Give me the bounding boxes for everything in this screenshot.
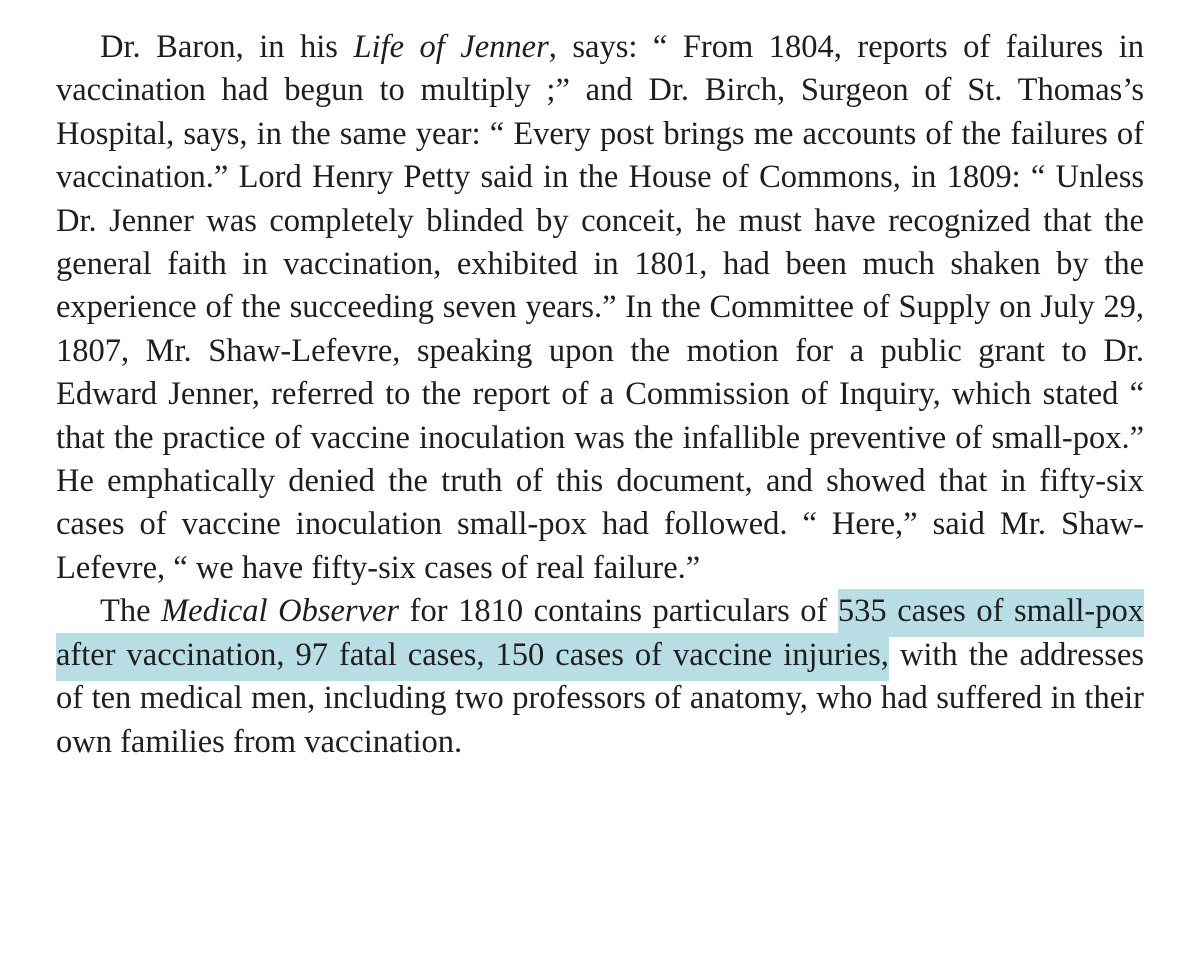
life-of-jenner-title: Life of Jenner: [353, 29, 549, 65]
document-page: [56, 26, 1144, 764]
highlighted-statistics: 535 cases of small-pox after vaccination, 97 fatal cases, 150 cases of vaccine injuries,: [56, 589, 1144, 680]
paragraph-2-text-a: The: [100, 593, 162, 630]
paragraph-1-text-b: , says: “ From 1804, reports of failures in vaccination had begun to multiply ;” and Dr. Birch, Surgeon of St. Thomas’s Hospital, says, in the same year: “ Every post brings me accounts of the failures of vaccination.” Lord Henry Petty said in the House of Commons, in 1809: “ Unless Dr. Jenner was completely blinded by conceit, he must have recognized that the general faith in vaccination, exhibited in 1801, had been much shaken by the experience of the succeeding seven years.” In the Committee of Supply on July 29, 1807, Mr. Shaw-Lefevre, speaking upon the motion for a public grant to Dr. Edward Jenner, referred to the report of a Commission of Inquiry, which stated “ that the practice of vaccine inoculation was the infallible preventive of small-pox.” He emphatically denied the truth of this document, and showed that in fifty-six cases of vaccine inoculation small-pox had followed. “ Here,” said Mr. Shaw-Lefevre, “ we have fifty-six cases of real failure.”: [56, 29, 1144, 586]
paragraph-1-text-a: Dr. Baron, in his: [100, 29, 354, 65]
medical-observer-title: Medical Observer: [161, 593, 400, 630]
paragraph-2-text-c: with the addresses of ten medical men, including two professors of anatomy, who had suffered in their own families from vaccination.: [56, 636, 1144, 760]
paragraph-2-text-b: for 1810 contains particulars of: [399, 593, 838, 630]
paragraph-1: [56, 26, 1144, 590]
paragraph-2: [56, 590, 1144, 764]
